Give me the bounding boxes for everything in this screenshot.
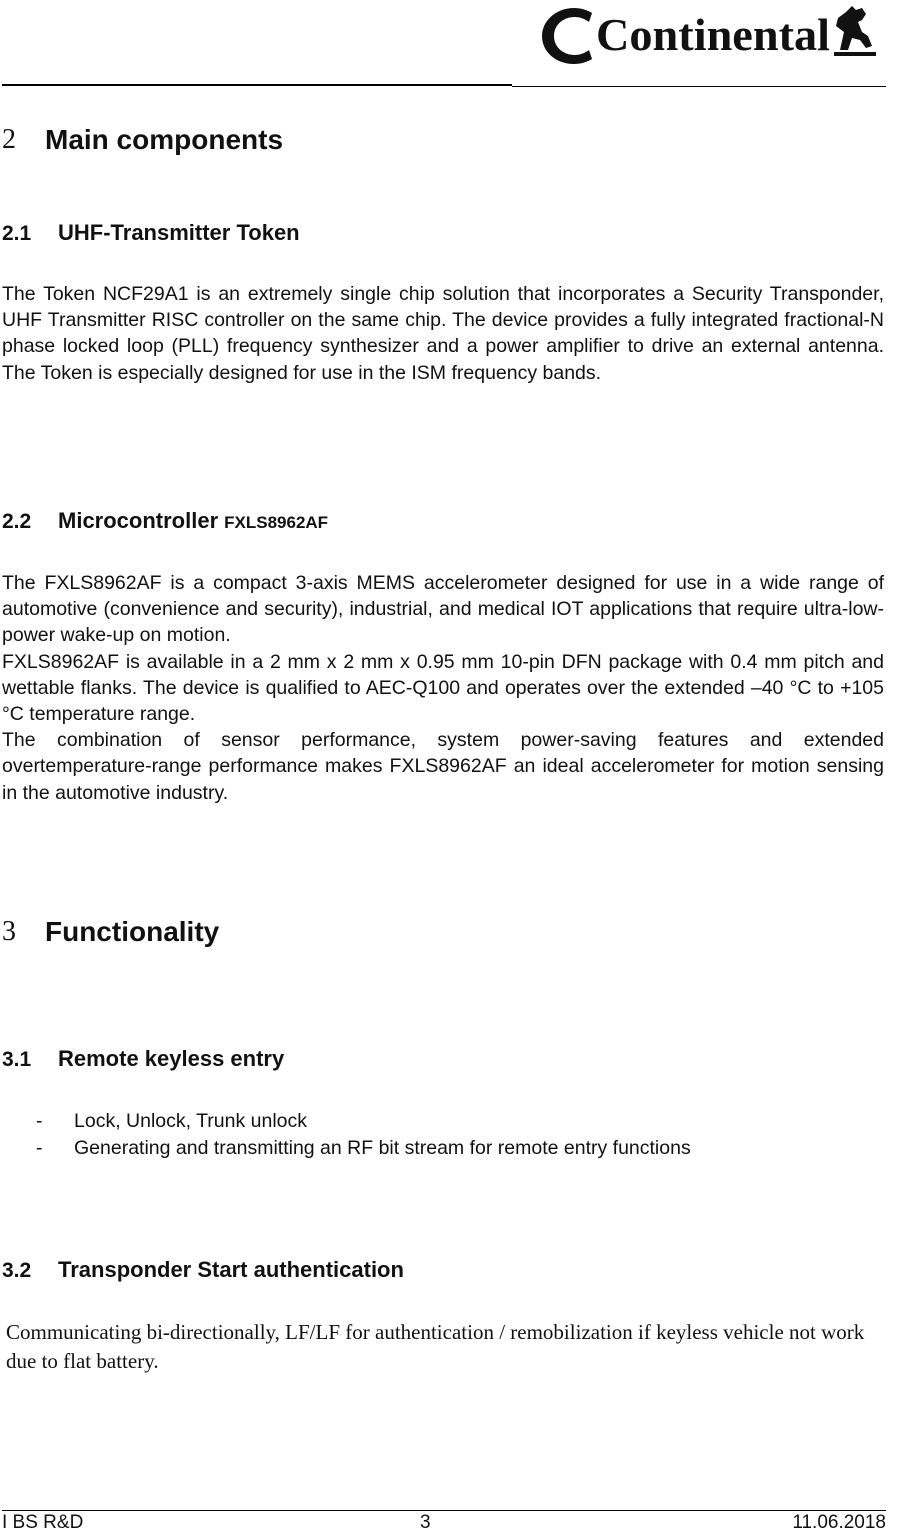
footer-rule [2, 1510, 886, 1511]
list-item-text: Lock, Unlock, Trunk unlock [74, 1110, 308, 1132]
paragraph-transponder: Communicating bi-directionally, LF/LF for authentication / remobilization if keyless vehicle not work due to flat battery. [6, 1320, 865, 1373]
page-footer [2, 1512, 886, 1532]
continental-logo [540, 2, 885, 66]
page-number: 3 [420, 1512, 431, 1533]
paragraph-text: FXLS8962AF is available in a 2 mm x 2 mm x 0.95 mm 10-pin DFN package with 0.4 mm pitch and wettable flanks. The device is qualified to AEC-Q100 and operates over the extended –40 °C to +105 °C temperature range. [2, 650, 884, 726]
header-rule-right [512, 86, 886, 87]
subsection-number: 3.2 [2, 1259, 32, 1282]
subsection-number: 2.2 [2, 510, 32, 533]
paragraph-microcontroller [2, 570, 884, 806]
header-rule [2, 84, 512, 86]
section-title: Main components [45, 124, 284, 155]
list-item [36, 1108, 691, 1135]
paragraph-uhf-token [2, 281, 884, 386]
subsection-title: Microcontroller [58, 508, 219, 533]
subsection-heading-2-1 [2, 220, 300, 246]
paragraph-text: The FXLS8962AF is a compact 3-axis MEMS accelerometer designed for use in a wide range of automotive (convenience and security), industrial, and medical IOT applications that require ultra-low-power wake-up on motion. [2, 572, 884, 647]
subsection-heading-2-2 [2, 508, 328, 534]
subsection-number: 2.1 [2, 222, 32, 245]
section-number: 2 [2, 124, 16, 155]
list-item [36, 1135, 691, 1162]
bullet-marker: - [36, 1110, 43, 1132]
bullet-marker: - [36, 1137, 43, 1159]
subsection-title-suffix: FXLS8962AF [224, 513, 329, 532]
section-heading-3 [0, 912, 219, 952]
paragraph-text: The Token NCF29A1 is an extremely single chip solution that incorporates a Security Transponder, UHF Transmitter RISC controller on the same chip. The device provides a fully integrated fractional-N phase locked loop (PLL) frequency synthesizer and a power amplifier to drive an external antenna. The Token is especially designed for use in the ISM frequency bands. [2, 283, 884, 384]
subsection-title: Transponder Start authentication [58, 1257, 404, 1282]
list-item-text: Generating and transmitting an RF bit stream for remote entry functions [74, 1137, 691, 1159]
footer-date: 11.06.2018 [792, 1512, 886, 1533]
bullet-list [36, 1108, 691, 1162]
subsection-title: UHF-Transmitter Token [58, 220, 300, 245]
section-heading-2 [0, 120, 283, 160]
paragraph-text: The combination of sensor performance, system power-saving features and extended overtemperature-range performance makes FXLS8962AF an ideal accelerometer for motion sensing in the automotive industry. [2, 729, 884, 804]
footer-department: I BS R&D [2, 1512, 84, 1533]
subsection-title: Remote keyless entry [58, 1046, 285, 1071]
subsection-number: 3.1 [2, 1048, 32, 1071]
section-title: Functionality [45, 916, 220, 947]
subsection-heading-3-1 [2, 1046, 284, 1072]
section-number: 3 [2, 916, 16, 947]
subsection-heading-3-2 [2, 1257, 404, 1283]
logo-wordmark: Continental [596, 9, 830, 60]
